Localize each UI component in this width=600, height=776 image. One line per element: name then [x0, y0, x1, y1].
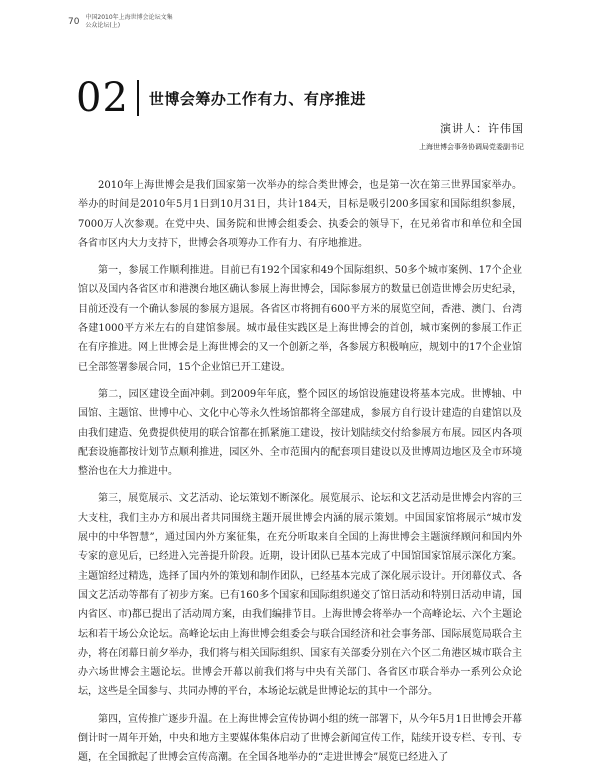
chapter-heading [76, 76, 366, 120]
series-title-line2: 公众论坛(上) [85, 22, 121, 29]
speaker-name: 演讲人：许伟国 [440, 122, 524, 135]
chapter-title: 世博会筹办工作有力、有序推进 [148, 89, 366, 108]
paragraph: 第一，参展工作顺利推进。目前已有192个国家和49个国际组织、50多个城市案例、17个企业馆以及国内各省区市和港澳台地区确认参展上海世博会，国际参展方的数量已创造世博会历史纪录，目前还没有一个确认参展的参展方退展。各省区市将拥有600平方米的展览空间，香港、澳门、台湾各建1000平方米左右的自建馆参展。城市最佳实践区是上海世博会的首创，城市案例的参展工作正在有序推进。网上世博会是上海世博会的又一个创新之举，各参展方积极响应，规划中的17个企业馆已全部签署参展合同，15个企业馆已开工建设。 [78, 265, 522, 373]
running-header [68, 14, 173, 30]
chapter-divider [137, 80, 139, 116]
paragraph: 2010年上海世博会是我们国家第一次举办的综合类世博会，也是第一次在第三世界国家举办。举办的时间是2010年5月1日到10月31日，共计184天，目标是吸引200多国家和国际组织参展，7000万人次参观。在党中央、国务院和世博会组委会、执委会的领导下，在兄弟省市和单位和全国各省市区内大力支持下，世博会各项筹办工作有力、有序地推进。 [78, 180, 522, 249]
paragraph: 第二，园区建设全面冲刺。到2009年年底，整个园区的场馆设施建设将基本完成。世博轴、中国馆、主题馆、世博中心、文化中心等永久性场馆都将全部建成，参展方自行设计建造的自建馆以及由我们建造、免费提供使用的联合馆都在抓紧施工建设，按计划陆续交付给参展方布展。园区内各项配套设施都按计划节点顺利推进，园区外、全市范围内的配套项目建设以及世博周边地区及全市环境整治也在大力推进中。 [78, 388, 522, 478]
series-title [85, 14, 172, 30]
article-body [78, 176, 522, 776]
chapter-number: 02 [76, 75, 129, 121]
series-title-line1: 中国2010年上海世博会论坛文集 [85, 14, 173, 21]
speaker-block [419, 121, 524, 153]
page-number: 70 [68, 17, 80, 27]
paragraph: 第三，展览展示、文艺活动、论坛策划不断深化。展览展示、论坛和文艺活动是世博会内容的三大支柱，我们主办方和展出者共同围绕主题开展世博会内涵的展示策划。中国国家馆将展示“城市发展中的中华智慧”，通过国内外方案征集，在充分听取来自全国的上海世博会主题演绎顾问和国内外专家的意见后，已经进入完善提升阶段。近期，设计团队已基本完成了中国馆国家馆展示深化方案。主题馆经过精选，选择了国内外的策划和制作团队，已经基本完成了深化展示设计。开闭幕仪式、各国文艺活动等都有了初步方案。已有160多个国家和国际组织递交了馆日活动和特别日活动申请，国内省区、市)都已提出了活动周方案，由我们编排节目。上海世博会将举办一个高峰论坛、六个主题论坛和若干场公众论坛。高峰论坛由上海世博会组委会与联合国经济和社会事务部、国际展览局联合主办，将在闭幕日前夕举办，我们将与相关国际组织、国家有关部委分别在六个区二角港区城市联合主办六场世博会主题论坛。世博会开幕以前我们将与中央有关部门、各省区市联合举办一系列公众论坛，这些是全国参与、共同办博的平台，本场论坛就是世博论坛的其中一个部分。 [78, 493, 522, 698]
paragraph: 第四，宣传推广逐步升温。在上海世博会宣传协调小组的统一部署下，从今年5月1日世博会开幕倒计时一周年开始，中央和地方主要媒体集体启动了世博会新闻宣传工作，陆续开设专栏、专刊、专题，在全国掀起了世博会宣传高潮。在全国各地举办的“走进世博会”展览已经进入了 [78, 713, 522, 764]
speaker-affiliation: 上海世博会事务协调局党委副书记 [419, 143, 524, 151]
